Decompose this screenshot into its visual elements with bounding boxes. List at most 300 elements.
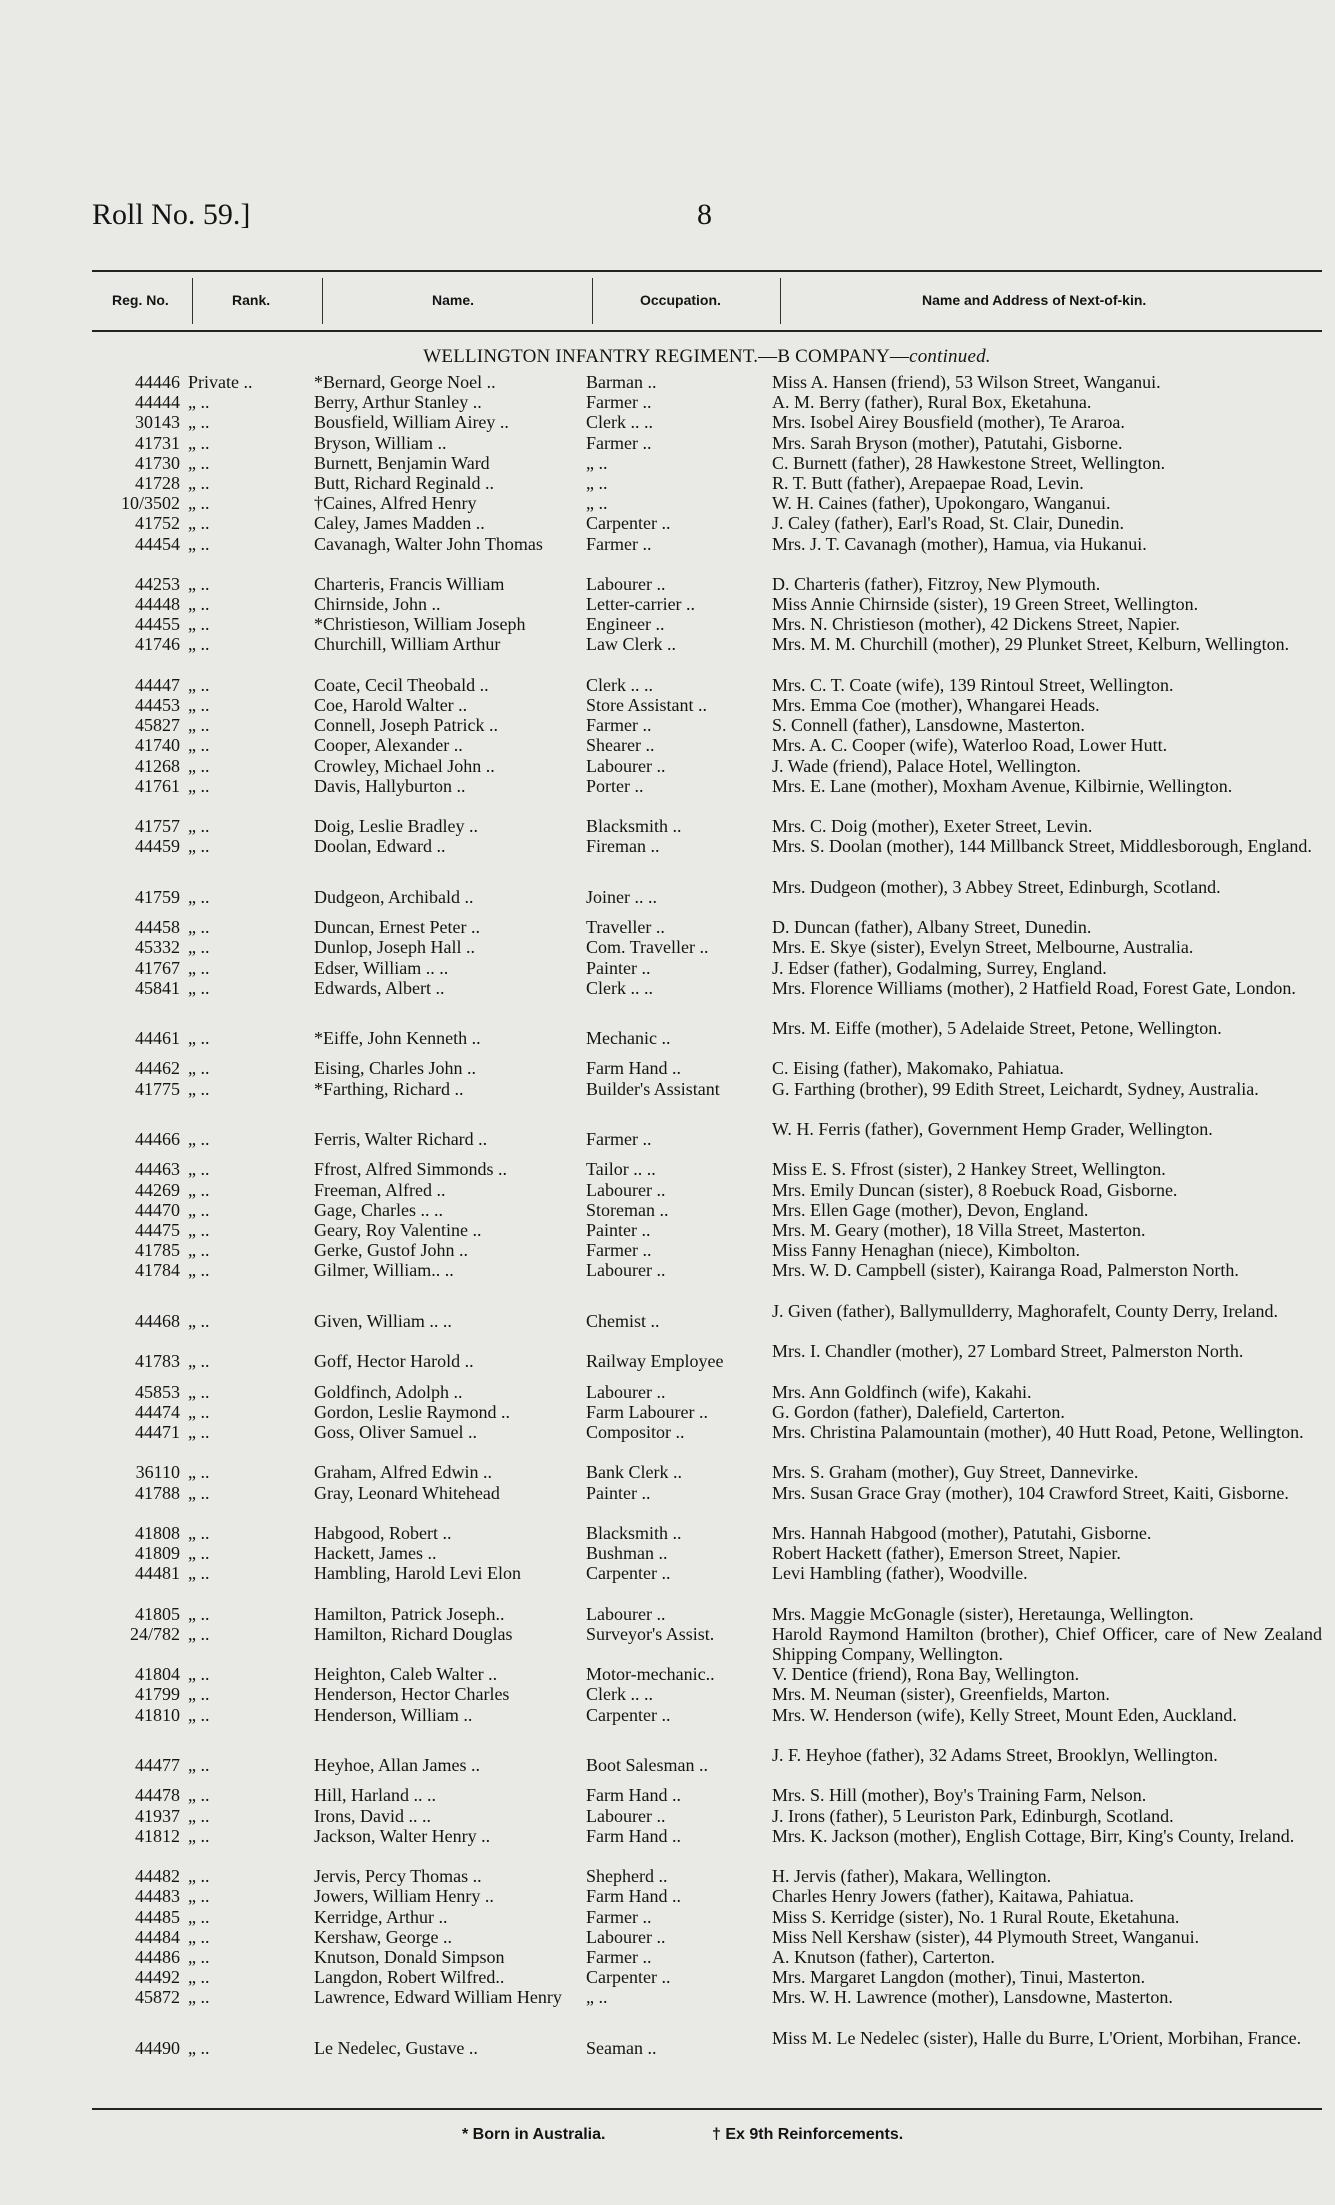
soldier-name: Henderson, Hector Charles	[314, 1684, 510, 1705]
soldier-name: Ffrost, Alfred Simmonds ..	[314, 1159, 508, 1180]
roll-number: Roll No. 59.]	[92, 198, 251, 231]
occupation: Joiner .. ..	[586, 886, 657, 907]
reg-number: 41804	[135, 1664, 180, 1685]
reg-number: 44269	[135, 1179, 180, 1200]
next-of-kin: D. Charteris (father), Fitzroy, New Plymouth.	[772, 573, 1101, 594]
page-number: 8	[697, 198, 712, 231]
soldier-name: Edser, William .. ..	[314, 957, 449, 978]
soldier-name: Freeman, Alfred ..	[314, 1179, 446, 1200]
next-of-kin: Mrs. Susan Grace Gray (mother), 104 Crawford Street, Kaiti, Gisborne.	[772, 1482, 1289, 1503]
occupation: Surveyor's Assist.	[586, 1623, 715, 1644]
reg-number: 45853	[135, 1381, 180, 1402]
reg-number: 45872	[135, 1987, 180, 2008]
occupation: Fireman ..	[586, 836, 660, 857]
occupation: Labourer ..	[586, 1926, 666, 1947]
next-of-kin: A. M. Berry (father), Rural Box, Eketahuna.	[772, 392, 1092, 413]
soldier-name: Ferris, Walter Richard ..	[314, 1129, 488, 1150]
rank: „ ..	[188, 1401, 210, 1422]
table-row	[92, 1604, 1322, 1624]
next-of-kin: Miss A. Hansen (friend), 53 Wilson Street, Wanganui.	[772, 372, 1161, 392]
next-of-kin: A. Knutson (father), Carterton.	[772, 1946, 995, 1967]
table-row	[92, 1220, 1322, 1240]
rank: „ ..	[188, 1351, 210, 1372]
reg-number: 44485	[135, 1906, 180, 1927]
rank: „ ..	[188, 1906, 210, 1927]
next-of-kin: Mrs. M. Geary (mother), 18 Villa Street, Masterton.	[772, 1220, 1146, 1241]
roll-table	[92, 372, 1322, 2068]
col-divider	[322, 278, 323, 324]
soldier-name: Charteris, Francis William	[314, 573, 505, 594]
rank: „ ..	[188, 1805, 210, 1826]
rank: „ ..	[188, 1946, 210, 1967]
col-divider	[192, 278, 193, 324]
table-row	[92, 493, 1322, 513]
rank: „ ..	[188, 1664, 210, 1685]
reg-number: 44253	[135, 573, 180, 594]
section-heading	[92, 346, 1322, 368]
occupation: Traveller ..	[586, 917, 665, 938]
next-of-kin: Mrs. S. Doolan (mother), 144 Millbanck Street, Middlesborough, England.	[772, 836, 1312, 857]
occupation: Farmer ..	[586, 1129, 652, 1150]
soldier-name: Langdon, Robert Wilfred..	[314, 1967, 505, 1988]
table-row	[92, 816, 1322, 836]
table-row	[92, 1523, 1322, 1543]
reg-number: 41757	[135, 816, 180, 837]
occupation: Farmer ..	[586, 1946, 652, 1967]
soldier-name: Hambling, Harold Levi Elon	[314, 1563, 521, 1584]
occupation: Labourer ..	[586, 1381, 666, 1402]
next-of-kin: Mrs. M. M. Churchill (mother), 29 Plunket Street, Kelburn, Wellington.	[772, 634, 1290, 655]
table-row	[92, 836, 1322, 876]
next-of-kin: Mrs. Florence Williams (mother), 2 Hatfield Road, Forest Gate, London.	[772, 977, 1296, 998]
soldier-name: Goff, Hector Harold ..	[314, 1351, 474, 1372]
reg-number: 44481	[135, 1563, 180, 1584]
rank: „ ..	[188, 1159, 210, 1180]
next-of-kin: Mrs. N. Christieson (mother), 42 Dickens Street, Napier.	[772, 614, 1180, 635]
soldier-name: Irons, David .. ..	[314, 1805, 431, 1826]
occupation: Labourer ..	[586, 1179, 666, 1200]
next-of-kin: Mrs. Emma Coe (mother), Whangarei Heads.	[772, 695, 1100, 716]
next-of-kin: Mrs. Margaret Langdon (mother), Tinui, Masterton.	[772, 1967, 1146, 1988]
soldier-name: Gray, Leonard Whitehead	[314, 1482, 500, 1503]
occupation: Clerk .. ..	[586, 674, 653, 695]
reg-number: 45332	[135, 937, 180, 958]
occupation: Farmer ..	[586, 432, 652, 453]
table-row	[92, 1018, 1322, 1058]
reg-number: 44466	[135, 1129, 180, 1150]
reg-number: 44463	[135, 1159, 180, 1180]
soldier-name: Doig, Leslie Bradley ..	[314, 816, 478, 837]
soldier-name: Kershaw, George ..	[314, 1926, 452, 1947]
table-row	[92, 917, 1322, 937]
reg-number: 41799	[135, 1684, 180, 1705]
reg-number: 41937	[135, 1805, 180, 1826]
next-of-kin: Mrs. C. Doig (mother), Exeter Street, Levin.	[772, 816, 1093, 837]
table-row	[92, 675, 1322, 695]
rank: „ ..	[188, 1866, 210, 1887]
next-of-kin: Charles Henry Jowers (father), Kaitawa, Pahiatua.	[772, 1886, 1134, 1907]
reg-number: 44474	[135, 1401, 180, 1422]
table-row	[92, 1886, 1322, 1906]
occupation: Seaman ..	[586, 2037, 657, 2058]
reg-number: 44471	[135, 1421, 180, 1442]
table-row	[92, 1119, 1322, 1159]
soldier-name: Gilmer, William.. ..	[314, 1260, 454, 1281]
table-row	[92, 1664, 1322, 1684]
next-of-kin: R. T. Butt (father), Arepaepae Road, Levin.	[772, 472, 1084, 493]
table-row	[92, 756, 1322, 776]
soldier-name: Lawrence, Edward William Henry	[314, 1987, 562, 2008]
rank: „ ..	[188, 816, 210, 837]
table-row	[92, 1058, 1322, 1078]
table-row	[92, 634, 1322, 674]
next-of-kin: Mrs. Maggie McGonagle (sister), Heretaunga, Wellington.	[772, 1603, 1194, 1624]
reg-number: 24/782	[129, 1623, 180, 1644]
rank: „ ..	[188, 432, 210, 453]
next-of-kin: Mrs. Ann Goldfinch (wife), Kakahi.	[772, 1381, 1032, 1402]
table-row	[92, 1785, 1322, 1805]
occupation: Builder's Assistant	[586, 1078, 720, 1099]
occupation: Com. Traveller ..	[586, 937, 709, 958]
rank: „ ..	[188, 1260, 210, 1281]
reg-number: 44492	[135, 1967, 180, 1988]
occupation: Law Clerk ..	[586, 634, 676, 655]
soldier-name: Goldfinch, Adolph ..	[314, 1381, 463, 1402]
rank: „ ..	[188, 674, 210, 695]
occupation: „ ..	[586, 493, 608, 514]
reg-number: 41728	[135, 472, 180, 493]
rank: „ ..	[188, 1704, 210, 1725]
rank: „ ..	[188, 775, 210, 796]
soldier-name: Gage, Charles .. ..	[314, 1199, 443, 1220]
soldier-name: Cavanagh, Walter John Thomas	[314, 533, 543, 554]
occupation: Labourer ..	[586, 1603, 666, 1624]
rank: „ ..	[188, 1987, 210, 2008]
rank: „ ..	[188, 1240, 210, 1261]
soldier-name: *Farthing, Richard ..	[314, 1078, 464, 1099]
occupation: Labourer ..	[586, 573, 666, 594]
table-row	[92, 1866, 1322, 1886]
occupation: Carpenter ..	[586, 1704, 671, 1725]
reg-number: 41783	[135, 1351, 180, 1372]
next-of-kin: Levi Hambling (father), Woodville.	[772, 1563, 1028, 1584]
next-of-kin: Mrs. M. Eiffe (mother), 5 Adelaide Street, Petone, Wellington.	[772, 1018, 1222, 1039]
occupation: Bank Clerk ..	[586, 1462, 682, 1483]
reg-number: 41752	[135, 513, 180, 534]
next-of-kin: Mrs. Sarah Bryson (mother), Patutahi, Gisborne.	[772, 432, 1123, 453]
table-row	[92, 1967, 1322, 1987]
rank: „ ..	[188, 1179, 210, 1200]
soldier-name: Geary, Roy Valentine ..	[314, 1220, 482, 1241]
rank: „ ..	[188, 513, 210, 534]
occupation: Shearer ..	[586, 735, 655, 756]
table-row	[92, 1806, 1322, 1826]
next-of-kin: Mrs. E. Skye (sister), Evelyn Street, Melbourne, Australia.	[772, 937, 1194, 958]
occupation: Storeman ..	[586, 1199, 669, 1220]
reg-number: 41740	[135, 735, 180, 756]
reg-number: 45827	[135, 715, 180, 736]
next-of-kin: J. Given (father), Ballymullderry, Maghorafelt, County Derry, Ireland.	[772, 1300, 1279, 1321]
table-row	[92, 1543, 1322, 1563]
table-row	[92, 1159, 1322, 1179]
soldier-name: Le Nedelec, Gustave ..	[314, 2037, 478, 2058]
rank: „ ..	[188, 1421, 210, 1442]
rank: „ ..	[188, 392, 210, 413]
occupation: Carpenter ..	[586, 1563, 671, 1584]
occupation: Farm Hand ..	[586, 1825, 681, 1846]
next-of-kin: Mrs. E. Lane (mother), Moxham Avenue, Kilbirnie, Wellington.	[772, 775, 1233, 796]
soldier-name: Coate, Cecil Theobald ..	[314, 674, 489, 695]
table-row	[92, 1301, 1322, 1341]
table-row	[92, 1745, 1322, 1785]
next-of-kin: S. Connell (father), Lansdowne, Masterton.	[772, 715, 1085, 736]
soldier-name: †Caines, Alfred Henry	[314, 493, 477, 514]
rank: „ ..	[188, 1543, 210, 1564]
occupation: Farm Labourer ..	[586, 1401, 708, 1422]
occupation: Farmer ..	[586, 392, 652, 413]
table-row	[92, 453, 1322, 473]
occupation: Painter ..	[586, 1482, 651, 1503]
occupation: Barman ..	[586, 372, 657, 392]
table-row	[92, 1422, 1322, 1462]
reg-number: 30143	[135, 412, 180, 433]
reg-number: 41809	[135, 1543, 180, 1564]
table-row	[92, 1200, 1322, 1220]
next-of-kin: Mrs. C. T. Coate (wife), 139 Rintoul Street, Wellington.	[772, 674, 1174, 695]
soldier-name: *Christieson, William Joseph	[314, 614, 526, 635]
table-row	[92, 412, 1322, 432]
table-row	[92, 1927, 1322, 1947]
table-row	[92, 534, 1322, 574]
next-of-kin: Miss Nell Kershaw (sister), 44 Plymouth Street, Wanganui.	[772, 1926, 1200, 1947]
next-of-kin: Mrs. Dudgeon (mother), 3 Abbey Street, Edinburgh, Scotland.	[772, 876, 1221, 897]
col-occupation: Occupation.	[640, 292, 721, 308]
col-divider	[592, 278, 593, 324]
col-divider	[780, 278, 781, 324]
rank: „ ..	[188, 2037, 210, 2058]
rank: „ ..	[188, 977, 210, 998]
rank: „ ..	[188, 634, 210, 655]
next-of-kin: Mrs. Christina Palamountain (mother), 40 Hutt Road, Petone, Wellington.	[772, 1421, 1304, 1442]
rank: „ ..	[188, 1220, 210, 1241]
table-row	[92, 433, 1322, 453]
next-of-kin: C. Eising (father), Makomako, Pahiatua.	[772, 1058, 1064, 1079]
table-row	[92, 1341, 1322, 1381]
rank: „ ..	[188, 886, 210, 907]
occupation: Farm Hand ..	[586, 1058, 681, 1079]
next-of-kin: J. Edser (father), Godalming, Surrey, England.	[772, 957, 1107, 978]
occupation: Farmer ..	[586, 533, 652, 554]
soldier-name: Kerridge, Arthur ..	[314, 1906, 448, 1927]
soldier-name: Berry, Arthur Stanley ..	[314, 392, 482, 413]
rank: „ ..	[188, 1623, 210, 1644]
next-of-kin: Mrs. Hannah Habgood (mother), Patutahi, Gisborne.	[772, 1522, 1152, 1543]
soldier-name: Goss, Oliver Samuel ..	[314, 1421, 477, 1442]
footnote-born-australia: * Born in Australia.	[462, 2126, 606, 2143]
soldier-name: *Bernard, George Noel ..	[314, 372, 496, 392]
occupation: Farmer ..	[586, 1240, 652, 1261]
reg-number: 41788	[135, 1482, 180, 1503]
occupation: Clerk .. ..	[586, 977, 653, 998]
table-row	[92, 2028, 1322, 2068]
rank: „ ..	[188, 573, 210, 594]
reg-number: 44459	[135, 836, 180, 857]
next-of-kin: G. Gordon (father), Dalefield, Carterton.	[772, 1401, 1065, 1422]
rank: „ ..	[188, 1825, 210, 1846]
rank: „ ..	[188, 695, 210, 716]
rank: „ ..	[188, 715, 210, 736]
soldier-name: Hamilton, Richard Douglas	[314, 1623, 513, 1644]
rank: „ ..	[188, 1755, 210, 1776]
rank: „ ..	[188, 1199, 210, 1220]
reg-number: 45841	[135, 977, 180, 998]
soldier-name: Connell, Joseph Patrick ..	[314, 715, 498, 736]
next-of-kin: Robert Hackett (father), Emerson Street, Napier.	[772, 1543, 1121, 1564]
next-of-kin: Miss S. Kerridge (sister), No. 1 Rural Route, Eketahuna.	[772, 1906, 1180, 1927]
table-row	[92, 1987, 1322, 2027]
occupation: Farm Hand ..	[586, 1785, 681, 1806]
reg-number: 44461	[135, 1028, 180, 1049]
reg-number: 44454	[135, 533, 180, 554]
occupation: Railway Employee	[586, 1351, 724, 1372]
next-of-kin: G. Farthing (brother), 99 Edith Street, Leichardt, Sydney, Australia.	[772, 1078, 1259, 1099]
table-row	[92, 978, 1322, 1018]
table-row	[92, 1947, 1322, 1967]
reg-number: 44453	[135, 695, 180, 716]
reg-number: 41812	[135, 1825, 180, 1846]
rank: „ ..	[188, 917, 210, 938]
rank: „ ..	[188, 1967, 210, 1988]
reg-number: 44447	[135, 674, 180, 695]
occupation: Boot Salesman ..	[586, 1755, 708, 1776]
next-of-kin: Mrs. I. Chandler (mother), 27 Lombard Street, Palmerston North.	[772, 1341, 1244, 1362]
next-of-kin: Mrs. Ellen Gage (mother), Devon, England.	[772, 1199, 1089, 1220]
reg-number: 41746	[135, 634, 180, 655]
table-row	[92, 937, 1322, 957]
next-of-kin: Mrs. J. T. Cavanagh (mother), Hamua, via Hukanui.	[772, 533, 1147, 554]
table-row	[92, 513, 1322, 533]
rank: „ ..	[188, 1310, 210, 1331]
reg-number: 44483	[135, 1886, 180, 1907]
reg-number: 41759	[135, 886, 180, 907]
table-row	[92, 1180, 1322, 1200]
table-row	[92, 958, 1322, 978]
table-row	[92, 614, 1322, 634]
reg-number: 41785	[135, 1240, 180, 1261]
reg-number: 41730	[135, 452, 180, 473]
reg-number: 44477	[135, 1755, 180, 1776]
occupation: Clerk .. ..	[586, 1684, 653, 1705]
soldier-name: Coe, Harold Walter ..	[314, 695, 468, 716]
table-row	[92, 372, 1322, 392]
reg-number: 41761	[135, 775, 180, 796]
table-row	[92, 1402, 1322, 1422]
rank: „ ..	[188, 957, 210, 978]
occupation: „ ..	[586, 452, 608, 473]
table-row	[92, 1684, 1322, 1704]
soldier-name: Jowers, William Henry ..	[314, 1886, 494, 1907]
soldier-name: Crowley, Michael John ..	[314, 755, 495, 776]
rank: „ ..	[188, 836, 210, 857]
occupation: Blacksmith ..	[586, 1522, 682, 1543]
next-of-kin: Miss M. Le Nedelec (sister), Halle du Burre, L'Orient, Morbihan, France.	[772, 2027, 1302, 2048]
soldier-name: Heyhoe, Allan James ..	[314, 1755, 480, 1776]
next-of-kin: Mrs. Emily Duncan (sister), 8 Roebuck Road, Gisborne.	[772, 1179, 1178, 1200]
rank: „ ..	[188, 614, 210, 635]
next-of-kin: Mrs. M. Neuman (sister), Greenfields, Marton.	[772, 1684, 1110, 1705]
footer-rule	[92, 2108, 1322, 2110]
rank: „ ..	[188, 1482, 210, 1503]
occupation: Clerk .. ..	[586, 412, 653, 433]
next-of-kin: V. Dentice (friend), Rona Bay, Wellington.	[772, 1664, 1080, 1685]
occupation: Labourer ..	[586, 1260, 666, 1281]
table-row	[92, 1826, 1322, 1866]
next-of-kin: W. H. Caines (father), Upokongaro, Wanganui.	[772, 493, 1111, 514]
soldier-name: Graham, Alfred Edwin ..	[314, 1462, 492, 1483]
reg-number: 41268	[135, 755, 180, 776]
table-row	[92, 473, 1322, 493]
soldier-name: Bryson, William ..	[314, 432, 447, 453]
table-row	[92, 1079, 1322, 1119]
rank: „ ..	[188, 1381, 210, 1402]
next-of-kin: Mrs. W. Henderson (wife), Kelly Street, Mount Eden, Auckland.	[772, 1704, 1237, 1725]
section-title: WELLINGTON INFANTRY REGIMENT.—B COMPANY—	[423, 346, 910, 367]
soldier-name: Churchill, William Arthur	[314, 634, 501, 655]
reg-number: 41767	[135, 957, 180, 978]
rank: Private ..	[188, 372, 253, 392]
next-of-kin: C. Burnett (father), 28 Hawkestone Street, Wellington.	[772, 452, 1166, 473]
soldier-name: Caley, James Madden ..	[314, 513, 485, 534]
occupation: Chemist ..	[586, 1310, 660, 1331]
table-row	[92, 1907, 1322, 1927]
occupation: Letter-carrier ..	[586, 594, 696, 615]
occupation: Engineer ..	[586, 614, 665, 635]
table-row	[92, 1382, 1322, 1402]
reg-number: 10/3502	[120, 493, 180, 514]
rank: „ ..	[188, 412, 210, 433]
rank: „ ..	[188, 1563, 210, 1584]
soldier-name: Bousfield, William Airey ..	[314, 412, 509, 433]
occupation: Carpenter ..	[586, 513, 671, 534]
reg-number: 44448	[135, 594, 180, 615]
rank: „ ..	[188, 1078, 210, 1099]
rank: „ ..	[188, 735, 210, 756]
table-row	[92, 594, 1322, 614]
reg-number: 41731	[135, 432, 180, 453]
soldier-name: Heighton, Caleb Walter ..	[314, 1664, 498, 1685]
next-of-kin: Harold Raymond Hamilton (brother), Chief Officer, care of New Zealand Shipping Company, Wellington.	[772, 1623, 1322, 1665]
occupation: Carpenter ..	[586, 1967, 671, 1988]
rank: „ ..	[188, 1522, 210, 1543]
soldier-name: Doolan, Edward ..	[314, 836, 446, 857]
table-row	[92, 1624, 1322, 1664]
col-reg-no: Reg. No.	[112, 292, 169, 308]
table-row	[92, 1260, 1322, 1300]
soldier-name: Dunlop, Joseph Hall ..	[314, 937, 475, 958]
rank: „ ..	[188, 452, 210, 473]
next-of-kin: Mrs. K. Jackson (mother), English Cottage, Birr, King's County, Ireland.	[772, 1825, 1295, 1846]
table-row	[92, 1240, 1322, 1260]
next-of-kin: Miss Fanny Henaghan (niece), Kimbolton.	[772, 1240, 1080, 1261]
page-header	[92, 198, 1322, 238]
occupation: Compositor ..	[586, 1421, 685, 1442]
occupation: Bushman ..	[586, 1543, 668, 1564]
next-of-kin: Miss Annie Chirnside (sister), 19 Green Street, Wellington.	[772, 594, 1199, 615]
soldier-name: Jackson, Walter Henry ..	[314, 1825, 491, 1846]
soldier-name: Hamilton, Patrick Joseph..	[314, 1603, 505, 1624]
next-of-kin: Miss E. S. Ffrost (sister), 2 Hankey Street, Wellington.	[772, 1159, 1166, 1180]
soldier-name: Jervis, Percy Thomas ..	[314, 1866, 482, 1887]
